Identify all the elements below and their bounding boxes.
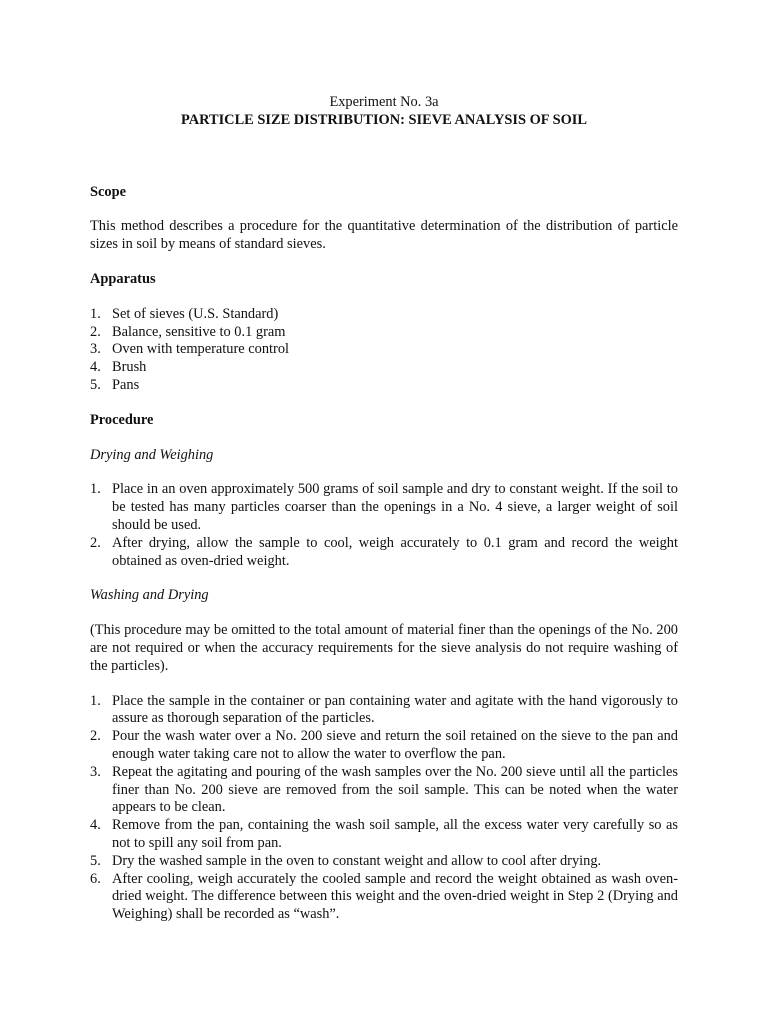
- washing-drying-steps: [90, 693, 678, 924]
- scope-text: This method describes a procedure for the quantitative determination of the distribution of particle sizes in soil by means of standard sieves.: [90, 218, 678, 253]
- list-item: 4. Remove from the pan, containing the wash soil sample, all the excess water very carefully so as not to spill any soil from pan.: [90, 817, 678, 851]
- document-page: [90, 94, 678, 924]
- drying-weighing-subheading: Drying and Weighing: [90, 446, 214, 463]
- list-item: 6. After cooling, weigh accurately the cooled sample and record the weight obtained as wash oven-dried weight. The difference between this weight and the oven-dried weight in Step 2 (Drying and Weighing) shall be recorded as “wash”.: [90, 870, 678, 923]
- list-item: 1. Place in an oven approximately 500 grams of soil sample and dry to constant weight. If the soil to be tested has many particles coarser than the openings in a No. 4 sieve, a larger weight of soil should be used.: [90, 481, 678, 533]
- list-item: 3. Oven with temperature control: [90, 341, 290, 358]
- washing-drying-subheading: Washing and Drying: [90, 587, 209, 604]
- drying-weighing-steps: [90, 481, 678, 570]
- apparatus-heading: Apparatus: [90, 270, 156, 287]
- scope-heading: Scope: [90, 183, 126, 200]
- document-header: [90, 94, 678, 130]
- list-item: 1. Set of sieves (U.S. Standard): [90, 305, 279, 322]
- apparatus-list: [90, 306, 678, 395]
- document-title: PARTICLE SIZE DISTRIBUTION: SIEVE ANALYSIS OF SOIL: [180, 111, 588, 128]
- list-item: 3. Repeat the agitating and pouring of the wash samples over the No. 200 sieve until all the particles finer than No. 200 sieve are removed from the soil sample. This can be noted when the water appears to be clean.: [90, 763, 678, 816]
- procedure-heading: Procedure: [90, 411, 154, 428]
- list-item: 5. Pans: [90, 376, 140, 393]
- list-item: 5. Dry the washed sample in the oven to constant weight and allow to cool after drying.: [90, 852, 602, 869]
- experiment-number: Experiment No. 3a: [329, 94, 439, 110]
- list-item: 4. Brush: [90, 359, 147, 376]
- list-item: 2. After drying, allow the sample to cool, weigh accurately to 0.1 gram and record the weight obtained as oven-dried weight.: [90, 534, 678, 569]
- washing-drying-note: (This procedure may be omitted to the total amount of material finer than the openings of the No. 200 are not required or when the accuracy requirements for the sieve analysis do not require washing of the particles).: [90, 622, 678, 674]
- list-item: 2. Balance, sensitive to 0.1 gram: [90, 323, 286, 340]
- list-item: 2. Pour the wash water over a No. 200 sieve and return the soil retained on the sieve to the pan and enough water taking care not to allow the water to overflow the pan.: [90, 728, 678, 762]
- list-item: 1. Place the sample in the container or pan containing water and agitate with the hand vigorously to assure as thorough separation of the particles.: [90, 692, 678, 727]
